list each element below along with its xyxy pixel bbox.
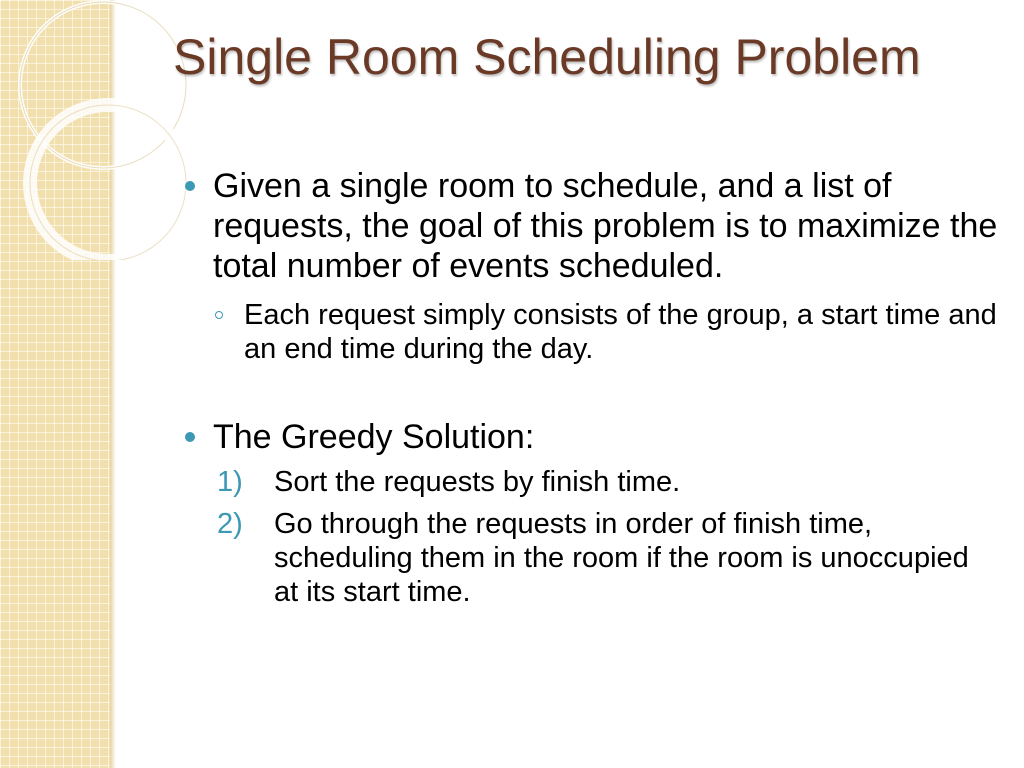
hollow-circle-bullet-icon (215, 311, 223, 319)
numbered-item-text: Go through the requests in order of finish time, scheduling them in the room if the room is unoccupied at its start time. (274, 508, 969, 608)
bullet-text: The Greedy Solution: (213, 418, 535, 456)
slide-title: Single Room Scheduling Problem (173, 29, 921, 85)
slide-content (185, 166, 1000, 609)
bullet-text: Given a single room to schedule, and a list of requests, the goal of this problem is to maximize the total number of events scheduled. (213, 167, 998, 285)
bullet-item (185, 417, 1000, 457)
item-number: 1) (217, 466, 243, 498)
bullet-dot-icon (185, 181, 195, 191)
numbered-item (217, 507, 1000, 609)
side-band-edge (110, 0, 116, 768)
item-number: 2) (217, 508, 243, 540)
sub-bullet-item (213, 298, 1000, 366)
numbered-item (217, 465, 1000, 499)
decorative-side-band (0, 0, 110, 768)
sub-bullet-text: Each request simply consists of the group, a start time and an end time during the day. (244, 299, 997, 365)
bullet-dot-icon (185, 432, 195, 442)
bullet-item (185, 166, 1000, 286)
numbered-item-text: Sort the requests by finish time. (274, 466, 681, 498)
